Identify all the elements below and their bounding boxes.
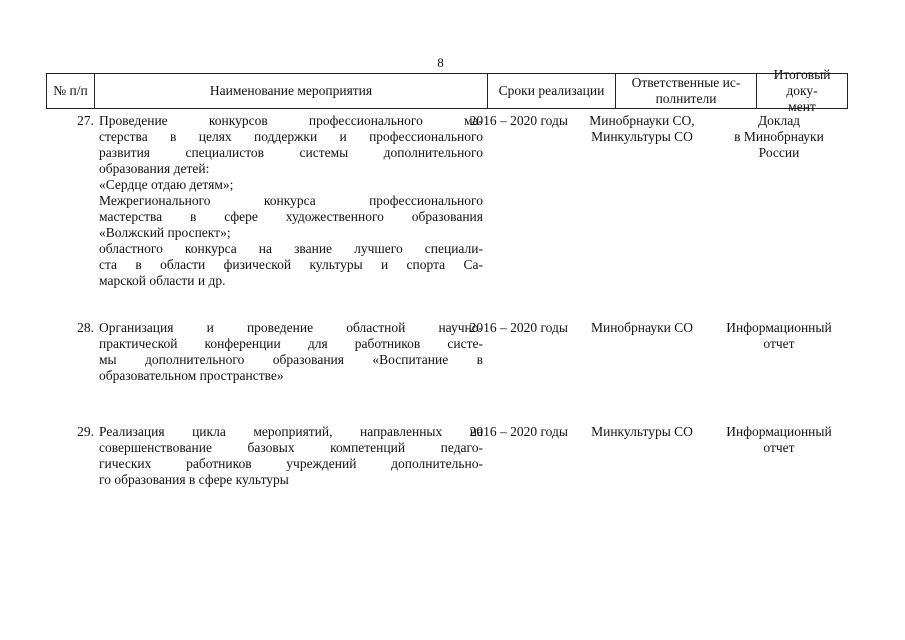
row-name-line: Проведение конкурсов профессионального ма-	[99, 113, 483, 128]
row-name-line: марской области и др.	[99, 273, 226, 288]
row-term: 2016 – 2020 годы	[469, 424, 568, 439]
row-name-line: образования детей:	[99, 161, 210, 176]
row-name-line: «Волжский проспект»;	[99, 225, 231, 240]
row-responsible	[567, 113, 717, 145]
row-document	[714, 320, 844, 352]
row-number: 29.	[77, 424, 94, 439]
row-document	[714, 113, 844, 161]
row-document-line: Информационный	[726, 320, 832, 335]
header-name-text: Наименование мероприятия	[209, 83, 373, 98]
row-responsible-line: Минкультуры СО	[591, 424, 693, 439]
row-name-line: Межрегионального конкурса профессионального	[99, 193, 483, 208]
header-number-line-2: п/п	[69, 83, 88, 98]
row-document	[714, 424, 844, 456]
row-name	[99, 320, 483, 384]
header-number	[47, 74, 95, 108]
header-document	[757, 67, 847, 114]
row-name	[99, 113, 483, 289]
row-name-line: развития специалистов системы дополнительного	[99, 145, 483, 160]
header-responsible-line-1: Ответственные ис-	[631, 75, 741, 90]
header-term	[488, 74, 616, 108]
row-document-line: в Минобрнауки	[734, 129, 824, 144]
row-responsible-line: Минобрнауки СО	[590, 320, 693, 335]
header-document-line-2: мент	[788, 99, 816, 114]
row-name-line: мастерства в сфере художественного образования	[99, 209, 483, 224]
row-name-line: го образования в сфере культуры	[99, 472, 289, 487]
header-number-line-1: №	[53, 83, 67, 98]
row-name-line: гических работников учреждений дополнительно-	[99, 456, 483, 471]
table-header	[46, 67, 848, 114]
row-name-line: «Сердце отдаю детям»;	[99, 177, 234, 192]
row-name-line: Реализация цикла мероприятий, направленных на	[99, 424, 483, 439]
row-responsible	[567, 320, 717, 336]
row-document-line: отчет	[763, 440, 795, 455]
row-document-line: Доклад	[757, 113, 801, 128]
row-document-line: отчет	[763, 336, 795, 351]
row-name-line: мы дополнительного образования «Воспитание в	[99, 352, 483, 367]
row-name	[99, 424, 483, 488]
row-name-line: Организация и проведение областной научно-	[99, 320, 483, 335]
row-number: 28.	[77, 320, 94, 335]
row-term: 2016 – 2020 годы	[469, 320, 568, 335]
header-responsible	[616, 74, 757, 108]
row-name-line: практической конференции для работников систе-	[99, 336, 483, 351]
header-name	[95, 74, 488, 108]
row-responsible	[567, 424, 717, 440]
row-responsible-line: Минкультуры СО	[591, 129, 693, 144]
row-name-line: совершенствование базовых компетенций педаго-	[99, 440, 483, 455]
row-name-line: ста в области физической культуры и спорта Са-	[99, 257, 483, 272]
header-responsible-line-2: полнители	[655, 91, 717, 106]
row-document-line: России	[758, 145, 800, 160]
row-number: 27.	[77, 113, 94, 128]
row-term: 2016 – 2020 годы	[469, 113, 568, 128]
header-term-text: Сроки реализации	[498, 83, 605, 98]
row-name-line: областного конкурса на звание лучшего специали-	[99, 241, 483, 256]
page-number-text: 8	[437, 55, 444, 70]
row-responsible-line: Минобрнауки СО,	[589, 113, 695, 128]
header-document-line-1: Итоговый доку-	[773, 67, 831, 98]
row-name-line: стерства в целях поддержки и профессионального	[99, 129, 483, 144]
row-document-line: Информационный	[726, 424, 832, 439]
row-name-line: образовательном пространстве»	[99, 368, 284, 383]
